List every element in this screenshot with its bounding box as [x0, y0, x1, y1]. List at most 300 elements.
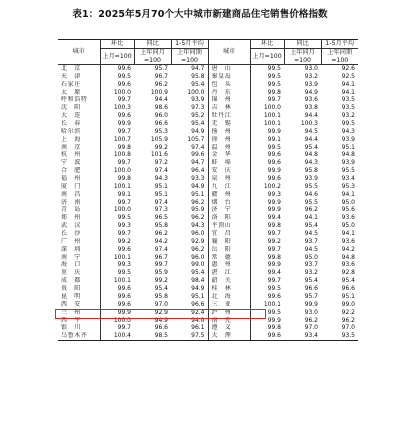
city-cell: 烟 台	[208, 199, 250, 207]
table-header	[58, 40, 358, 65]
mom-cell: 99.6	[117, 245, 131, 253]
city-cell: 岳 阳	[208, 246, 250, 254]
yoy-cell: 97.0	[154, 300, 168, 308]
city-cell: 遵 义	[208, 324, 250, 332]
city-cell: 大 连	[58, 112, 100, 120]
yoy-cell: 93.2	[304, 72, 318, 80]
avg-cell: 95.0	[341, 198, 355, 206]
city-cell: 北 海	[208, 293, 250, 301]
city-cell: 韶 关	[208, 277, 250, 285]
mom-cell: 99.6	[117, 65, 131, 72]
mom-cell: 99.3	[267, 190, 281, 198]
mom-cell: 99.8	[267, 88, 281, 96]
city-cell: 上 海	[58, 136, 100, 144]
mom-cell: 99.2	[267, 237, 281, 245]
yoy-cell: 92.9	[154, 308, 168, 316]
city-cell: 呼和浩特	[58, 96, 100, 104]
avg-cell: 95.8	[171, 73, 208, 81]
mom-cell: 99.8	[267, 253, 281, 261]
price-index-table	[58, 39, 358, 341]
city-cell: 济 南	[58, 199, 100, 207]
avg-cell: 94.3	[171, 222, 208, 230]
avg-cell: 96.1	[171, 324, 208, 332]
avg-cell: 99.6	[171, 151, 208, 159]
col-header-yoy: 同比	[284, 40, 321, 49]
mom-cell: 99.5	[267, 308, 281, 316]
yoy-cell: 93.0	[304, 308, 318, 316]
table-row	[58, 214, 358, 222]
avg-cell: 95.6	[341, 206, 355, 214]
avg-cell: 95.1	[171, 293, 208, 301]
mom-cell: 99.9	[267, 261, 281, 269]
col-subheader-avg: 上年同期=100	[171, 49, 208, 65]
yoy-cell: 95.9	[154, 269, 168, 277]
avg-cell: 96.6	[171, 301, 208, 309]
city-cell: 广 州	[58, 238, 100, 246]
mom-cell: 99.7	[117, 198, 131, 206]
mom-cell: 100.3	[113, 104, 131, 112]
avg-cell: 105.7	[171, 136, 208, 144]
mom-cell: 99.5	[117, 72, 131, 80]
yoy-cell: 96.2	[304, 206, 318, 214]
city-cell: 徐 州	[208, 136, 250, 144]
table-row	[58, 277, 358, 285]
col-header-mom: 环比	[250, 40, 284, 49]
avg-cell: 93.3	[171, 175, 208, 183]
mom-cell: 99.8	[267, 222, 281, 230]
mom-cell: 99.8	[117, 143, 131, 151]
yoy-cell: 94.2	[154, 237, 168, 245]
yoy-cell: 99.7	[154, 261, 168, 269]
table-row	[58, 104, 358, 112]
mom-cell: 100.4	[100, 332, 134, 340]
avg-cell: 94.8	[341, 151, 355, 159]
avg-cell: 93.2	[341, 112, 355, 120]
yoy-cell: 93.4	[284, 332, 321, 340]
yoy-cell: 93.8	[304, 104, 318, 112]
mom-cell: 99.6	[117, 300, 131, 308]
city-cell: 长 春	[58, 120, 100, 128]
mom-cell: 99.7	[117, 96, 131, 104]
table-row	[58, 128, 358, 136]
table-row	[58, 167, 358, 175]
table-row	[58, 246, 358, 254]
yoy-cell: 94.3	[304, 159, 318, 167]
yoy-cell: 94.9	[154, 316, 168, 324]
avg-cell: 94.9	[171, 183, 208, 191]
avg-cell: 95.1	[171, 191, 208, 199]
mom-cell: 99.5	[117, 269, 131, 277]
city-cell: 南 宁	[58, 254, 100, 262]
mom-cell: 99.9	[267, 206, 281, 214]
mom-cell: 100.0	[113, 88, 131, 96]
table-row	[58, 191, 358, 199]
avg-cell: 94.1	[341, 230, 355, 238]
avg-cell: 94.9	[171, 128, 208, 136]
yoy-cell: 96.0	[154, 112, 168, 120]
city-cell: 宜 昌	[208, 230, 250, 238]
yoy-cell: 94.5	[304, 127, 318, 135]
yoy-cell: 94.5	[304, 245, 318, 253]
mom-cell: 99.8	[117, 175, 131, 183]
avg-cell: 93.4	[341, 175, 355, 183]
table-row	[58, 175, 358, 183]
avg-cell: 93.6	[341, 261, 355, 269]
city-cell: 三 亚	[208, 301, 250, 309]
city-cell: 杭 州	[58, 151, 100, 159]
yoy-cell: 95.3	[154, 127, 168, 135]
avg-cell: 95.0	[341, 222, 355, 230]
yoy-cell: 97.2	[154, 159, 168, 167]
city-cell: 洛 阳	[208, 214, 250, 222]
mom-cell: 100.2	[263, 182, 281, 190]
city-cell: 南 昌	[58, 191, 100, 199]
yoy-cell: 93.6	[304, 96, 318, 104]
table-row	[58, 159, 358, 167]
avg-cell: 99.5	[341, 120, 355, 128]
yoy-cell: 97.3	[154, 206, 168, 214]
city-cell: 重 庆	[58, 269, 100, 277]
yoy-cell: 95.1	[154, 190, 168, 198]
yoy-cell: 94.6	[304, 190, 318, 198]
mom-cell: 99.6	[267, 175, 281, 183]
table-row	[58, 73, 358, 81]
city-cell: 丹 东	[208, 89, 250, 97]
city-cell: 乌鲁木齐	[58, 332, 100, 340]
city-cell: 常 德	[208, 254, 250, 262]
table-row	[58, 317, 358, 325]
avg-cell: 98.4	[171, 277, 208, 285]
col-header-avg: 1-5月平均	[321, 40, 358, 49]
yoy-cell: 96.2	[154, 80, 168, 88]
city-cell: 泸 州	[208, 309, 250, 317]
yoy-cell: 94.4	[304, 135, 318, 143]
table-row	[58, 238, 358, 246]
mom-cell: 100.7	[113, 135, 131, 143]
avg-cell: 95.3	[341, 182, 355, 190]
avg-cell: 93.6	[341, 214, 355, 222]
yoy-cell: 94.4	[154, 96, 168, 104]
avg-cell: 94.1	[341, 80, 355, 88]
avg-cell: 94.1	[341, 190, 355, 198]
yoy-cell: 99.2	[154, 143, 168, 151]
city-cell: 北 京	[58, 65, 100, 73]
city-cell: 安 庆	[208, 167, 250, 175]
table-row	[58, 222, 358, 230]
city-cell: 扬 州	[208, 128, 250, 136]
city-cell: 秦皇岛	[208, 73, 250, 81]
city-cell: 济 宁	[208, 206, 250, 214]
avg-cell: 99.0	[341, 300, 355, 308]
city-cell: 九 江	[208, 183, 250, 191]
city-cell: 南 充	[208, 317, 250, 325]
yoy-cell: 94.1	[304, 214, 318, 222]
city-cell: 福 州	[58, 175, 100, 183]
city-cell: 宁 波	[58, 159, 100, 167]
avg-cell: 100.0	[171, 89, 208, 97]
avg-cell: 95.5	[341, 167, 355, 175]
mom-cell: 100.0	[113, 167, 131, 175]
table-row	[58, 183, 358, 191]
avg-cell: 94.0	[171, 317, 208, 325]
col-header-mom: 环比	[100, 40, 134, 49]
avg-cell: 93.9	[341, 135, 355, 143]
yoy-cell: 100.9	[150, 88, 168, 96]
avg-cell: 95.4	[171, 120, 208, 128]
avg-cell: 92.4	[171, 309, 208, 317]
mom-cell: 100.0	[263, 104, 281, 112]
avg-cell: 95.4	[171, 269, 208, 277]
mom-cell: 99.5	[267, 72, 281, 80]
table-row	[58, 89, 358, 97]
table-row	[58, 332, 358, 340]
mom-cell: 100.1	[263, 112, 281, 120]
mom-cell: 99.9	[267, 167, 281, 175]
yoy-cell: 97.4	[154, 198, 168, 206]
city-cell: 牡丹江	[208, 112, 250, 120]
mom-cell: 100.0	[113, 206, 131, 214]
yoy-cell: 96.2	[304, 316, 318, 324]
yoy-cell: 95.7	[304, 292, 318, 300]
yoy-cell: 99.9	[304, 300, 318, 308]
avg-cell: 93.6	[341, 237, 355, 245]
avg-cell: 94.7	[171, 65, 208, 73]
table-row	[58, 285, 358, 293]
city-cell: 海 口	[58, 261, 100, 269]
yoy-cell: 93.7	[304, 237, 318, 245]
avg-cell: 95.1	[341, 292, 355, 300]
yoy-cell: 96.7	[154, 72, 168, 80]
city-cell: 唐 山	[208, 65, 250, 73]
yoy-cell: 95.0	[304, 253, 318, 261]
city-cell: 天 津	[58, 73, 100, 81]
mom-cell: 99.9	[117, 308, 131, 316]
mom-cell: 99.7	[117, 127, 131, 135]
avg-cell: 95.9	[171, 206, 208, 214]
yoy-cell: 95.4	[154, 285, 168, 293]
table-row	[58, 230, 358, 238]
mom-cell: 99.6	[250, 332, 284, 340]
table-row	[58, 120, 358, 128]
yoy-cell: 96.5	[154, 214, 168, 222]
table-row	[58, 324, 358, 332]
yoy-cell: 96.6	[154, 120, 168, 128]
city-cell: 南 京	[58, 144, 100, 152]
city-cell: 西 宁	[58, 317, 100, 325]
table-title: 表1：2025年5月70个大中城市新建商品住宅销售价格指数	[72, 9, 328, 20]
mom-cell: 99.7	[267, 96, 281, 104]
col-header-city: 城市	[208, 40, 250, 65]
mom-cell: 99.9	[267, 198, 281, 206]
yoy-cell: 94.5	[304, 230, 318, 238]
mom-cell: 99.6	[117, 80, 131, 88]
yoy-cell: 95.8	[154, 222, 168, 230]
mom-cell: 99.8	[267, 324, 281, 332]
table-row	[58, 81, 358, 89]
city-cell: 西 安	[58, 301, 100, 309]
table-row	[58, 136, 358, 144]
city-cell: 惠 州	[208, 261, 250, 269]
table-row	[58, 144, 358, 152]
mom-cell: 99.6	[117, 112, 131, 120]
avg-cell: 95.4	[341, 277, 355, 285]
city-cell: 平顶山	[208, 222, 250, 230]
city-cell: 沈 阳	[58, 104, 100, 112]
avg-cell: 97.4	[171, 144, 208, 152]
mom-cell: 100.0	[113, 316, 131, 324]
city-cell: 长 沙	[58, 230, 100, 238]
mom-cell: 99.6	[117, 285, 131, 293]
avg-cell: 96.2	[341, 316, 355, 324]
mom-cell: 99.7	[117, 324, 131, 332]
yoy-cell: 95.8	[154, 292, 168, 300]
table-row	[58, 254, 358, 262]
yoy-cell: 95.5	[304, 182, 318, 190]
mom-cell: 99.5	[267, 65, 281, 72]
city-cell: 湛 江	[208, 269, 250, 277]
avg-cell: 93.9	[341, 159, 355, 167]
mom-cell: 99.5	[267, 80, 281, 88]
avg-cell: 96.2	[171, 199, 208, 207]
avg-cell: 95.1	[341, 143, 355, 151]
table-row	[58, 261, 358, 269]
avg-cell: 96.6	[341, 285, 355, 293]
yoy-cell: 95.4	[304, 222, 318, 230]
avg-cell: 99.0	[171, 261, 208, 269]
table-row	[58, 269, 358, 277]
city-cell: 深 圳	[58, 246, 100, 254]
mom-cell: 99.7	[267, 245, 281, 253]
yoy-cell: 93.7	[304, 261, 318, 269]
mom-cell: 99.4	[267, 214, 281, 222]
avg-cell: 97.0	[341, 324, 355, 332]
yoy-cell: 98.5	[134, 332, 171, 340]
avg-cell: 96.4	[171, 167, 208, 175]
city-cell: 银 川	[58, 324, 100, 332]
col-subheader-mom: 上月=100	[250, 49, 284, 65]
table-row	[58, 112, 358, 120]
city-cell: 蚌 埠	[208, 159, 250, 167]
avg-cell: 92.2	[341, 308, 355, 316]
mom-cell: 100.8	[113, 151, 131, 159]
city-cell: 赣 州	[208, 191, 250, 199]
yoy-cell: 94.9	[304, 88, 318, 96]
avg-cell: 94.9	[171, 285, 208, 293]
yoy-cell: 95.1	[154, 182, 168, 190]
yoy-cell: 93.0	[304, 65, 318, 72]
yoy-cell: 94.8	[304, 151, 318, 159]
mom-cell: 99.9	[267, 316, 281, 324]
city-cell: 合 肥	[58, 167, 100, 175]
avg-cell: 97.3	[171, 104, 208, 112]
avg-cell: 96.2	[171, 246, 208, 254]
avg-cell: 94.2	[341, 245, 355, 253]
avg-cell: 95.4	[171, 81, 208, 89]
mom-cell: 100.1	[113, 182, 131, 190]
city-cell: 金 华	[208, 151, 250, 159]
mom-cell: 100.1	[113, 277, 131, 285]
mom-cell: 99.9	[267, 127, 281, 135]
avg-cell: 92.9	[171, 238, 208, 246]
yoy-cell: 97.0	[304, 324, 318, 332]
mom-cell: 99.6	[267, 151, 281, 159]
avg-cell: 96.2	[171, 214, 208, 222]
mom-cell: 99.5	[117, 214, 131, 222]
yoy-cell: 95.4	[304, 143, 318, 151]
avg-cell: 94.7	[171, 159, 208, 167]
city-cell: 厦 门	[58, 183, 100, 191]
mom-cell: 99.3	[117, 261, 131, 269]
col-subheader-mom: 上月=100	[100, 49, 134, 65]
avg-cell: 92.8	[341, 269, 355, 277]
avg-cell: 94.3	[341, 127, 355, 135]
yoy-cell: 95.4	[304, 277, 318, 285]
city-cell: 无 锡	[208, 120, 250, 128]
city-cell: 青 岛	[58, 206, 100, 214]
city-cell: 石家庄	[58, 81, 100, 89]
city-cell: 吉 林	[208, 104, 250, 112]
yoy-cell: 95.8	[304, 167, 318, 175]
mom-cell: 99.2	[117, 237, 131, 245]
avg-cell: 92.5	[341, 72, 355, 80]
city-cell: 成 都	[58, 277, 100, 285]
table-row	[58, 309, 358, 317]
city-cell: 泉 州	[208, 175, 250, 183]
col-header-city: 城市	[58, 40, 100, 65]
col-header-avg: 1-5月平均	[171, 40, 208, 49]
table-row	[58, 206, 358, 214]
avg-cell: 94.8	[341, 253, 355, 261]
mom-cell: 99.6	[267, 159, 281, 167]
mom-cell: 99.3	[117, 222, 131, 230]
city-cell: 太 原	[58, 89, 100, 97]
table-row	[58, 151, 358, 159]
mom-cell: 99.1	[117, 190, 131, 198]
yoy-cell: 95.7	[154, 65, 168, 72]
avg-cell: 95.2	[171, 112, 208, 120]
col-subheader-yoy: 上年同月=100	[134, 49, 171, 65]
avg-cell: 96.0	[171, 254, 208, 262]
city-cell: 锦 州	[208, 96, 250, 104]
yoy-cell: 94.3	[154, 175, 168, 183]
yoy-cell: 101.6	[150, 151, 168, 159]
city-cell: 桂 林	[208, 285, 250, 293]
avg-cell: 94.1	[341, 88, 355, 96]
mom-cell: 99.5	[267, 285, 281, 293]
mom-cell: 100.1	[113, 253, 131, 261]
mom-cell: 99.9	[117, 120, 131, 128]
city-cell: 大 理	[208, 332, 250, 340]
yoy-cell: 105.9	[150, 135, 168, 143]
yoy-cell: 97.4	[154, 245, 168, 253]
yoy-cell: 93.9	[304, 80, 318, 88]
mom-cell: 100.1	[263, 300, 281, 308]
avg-cell: 93.9	[171, 96, 208, 104]
yoy-cell: 95.5	[304, 198, 318, 206]
city-cell: 昆 明	[58, 293, 100, 301]
avg-cell: 92.6	[341, 65, 355, 72]
yoy-cell: 93.2	[304, 269, 318, 277]
yoy-cell: 100.3	[300, 120, 318, 128]
table-row	[58, 301, 358, 309]
mom-cell: 99.6	[117, 292, 131, 300]
city-cell: 温 州	[208, 144, 250, 152]
avg-cell: 93.5	[341, 104, 355, 112]
mom-cell: 99.7	[267, 277, 281, 285]
avg-cell: 93.5	[321, 332, 358, 340]
mom-cell: 99.7	[117, 159, 131, 167]
city-cell: 贵 阳	[58, 285, 100, 293]
